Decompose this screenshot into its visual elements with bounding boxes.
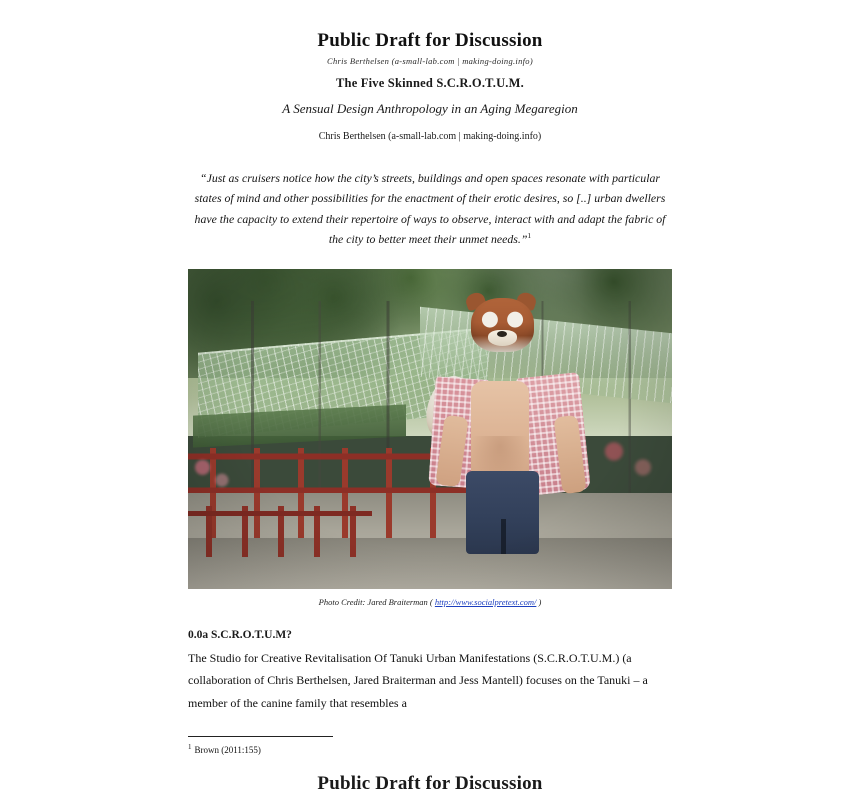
figure-caption-prefix: Photo Credit: Jared Braiterman ( [318,597,435,608]
page-header-title: Public Draft for Discussion [317,30,543,51]
document-subtitle: A Sensual Design Anthropology in an Aging Megaregion [282,101,578,116]
footnote-separator [188,736,333,737]
footnote-number: 1 [188,742,192,751]
epigraph-block [188,168,672,249]
page-footer-title: Public Draft for Discussion [317,772,543,794]
document-title-main: The Five Skinned S.C.R.O.T.U.M. [336,76,524,90]
photo-vignette [188,269,672,589]
epigraph-footnote-marker: 1 [527,230,532,240]
figure-caption-suffix: ) [536,597,542,608]
footnote-text: Brown (2011:155) [194,744,261,755]
page-header-byline: Chris Berthelsen (a-small-lab.com | making-doing.info) [327,56,533,66]
document-content [188,30,672,795]
body-paragraph: The Studio for Creative Revitalisation Of Tanuki Urban Manifestations (S.C.R.O.T.U.M.) (a collaboration of Chris Berthelsen, Jared Braiterman and Jess Mantell) focuses on the Tanuki – a member of the canine family that resembles a [188,651,648,710]
figure-block [188,269,672,607]
section-heading: 0.0a S.C.R.O.T.U.M? [188,629,292,642]
document-author-line: Chris Berthelsen (a-small-lab.com | making-doing.info) [318,131,542,142]
tanuki-photo [188,269,672,589]
figure-caption [188,597,672,607]
footnote [188,743,672,755]
epigraph-text: “Just as cruisers notice how the city’s streets, buildings and open spaces resonate with particular states of mind and other possibilities for the enactment of their erotic desires, so [..] urban dwellers have the capacity to extend their repertoire of ways to observe, interact with and adapt the fabric of the city to better meet their unmet needs.” [194,171,666,246]
figure-caption-link[interactable]: http://www.socialpretext.com/ [434,597,537,608]
